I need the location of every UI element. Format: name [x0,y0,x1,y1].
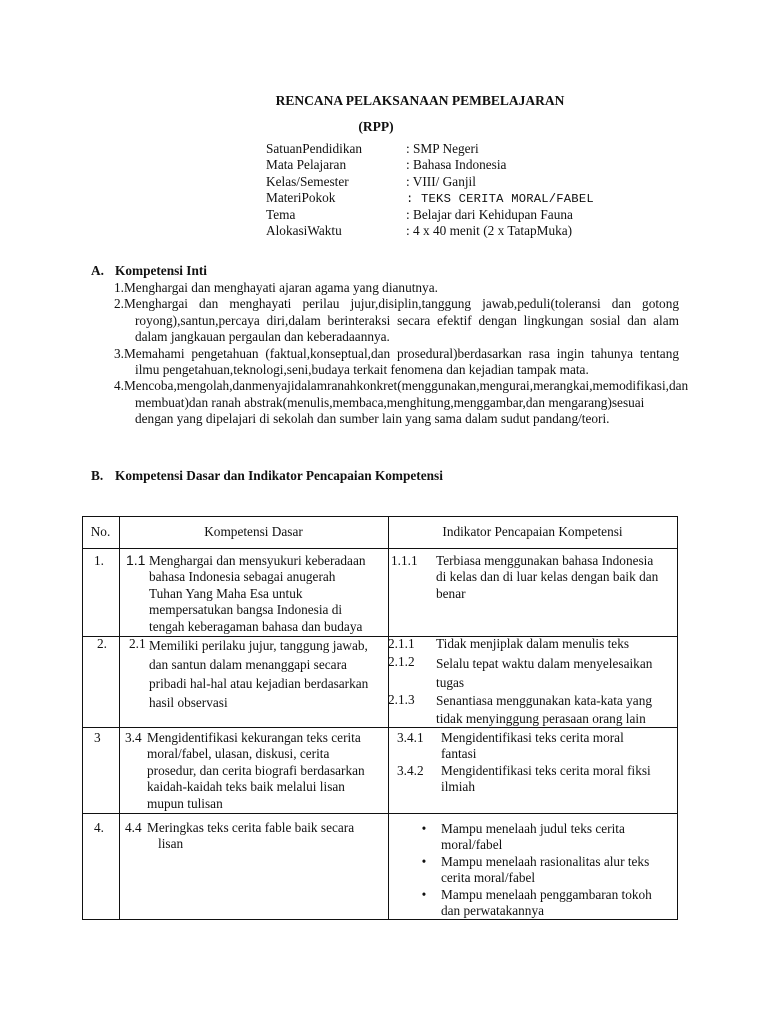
kd-number: 3.4 [125,730,142,745]
meta-label: MateriPokok [266,190,336,206]
kd-line: hasil observasi [149,695,228,710]
header-ipk: Indikator Pencapaian Kompetensi [442,524,623,539]
bullet-icon: • [421,821,427,836]
ki-item: 3.Memahami pengetahuan (faktual,konseptual,dan prosedural)berdasarkan rasa ingin tahunya tentang ilmu pengetahuan,teknologi,seni,budaya terkait fenomena dan kejadian tampak mata. [114,345,679,378]
section-a-heading [91,263,207,279]
indicator-line: tugas [436,675,465,690]
meta-value: : VIII/ Ganjil [406,173,476,189]
indicator-line: dan perwatakannya [441,903,544,919]
table-border [677,516,678,920]
kd-line: bahasa Indonesia sebagai anugerah [149,569,336,585]
row-number: 1. [94,553,104,568]
indicator-text [441,854,649,887]
indicator-line: cerita moral/fabel [441,870,536,886]
table-border [119,516,120,920]
indicator-line: Mampu menelaah rasionalitas alur teks [441,854,650,869]
kd-text [149,636,387,712]
identity-block [266,141,594,239]
ki-item: 1.Menghargai dan menghayati ajaran agama yang dianutnya. [114,280,438,295]
kd-line: kaidah-kaidah teks baik melalui lisan [147,779,345,795]
kd-line: lisan [158,836,184,852]
header-no: No. [90,524,111,539]
indicator-text [436,692,652,728]
kd-line: Menghargai dan mensyukuri keberadaan [149,553,366,568]
indicator-text [441,887,652,920]
indicator-line: Mengidentifikasi teks cerita moral fiksi [441,763,651,778]
indicator-line: di kelas dan di luar kelas dengan baik dan [436,569,659,585]
kd-line: prosedur, dan cerita biografi berdasarkan [147,762,365,778]
indicator-number: 2.1.3 [388,692,415,707]
kd-line: mupun tulisan [147,795,223,811]
indicator-line: ilmiah [441,779,475,795]
indicator-line: Selalu tepat waktu dalam menyelesaikan [436,656,653,671]
kd-number: 4.4 [125,820,142,835]
meta-label: AlokasiWaktu [266,222,342,238]
indicator-line: Mampu menelaah penggambaran tokoh [441,887,652,902]
kd-line: Mengidentifikasi kekurangan teks cerita [147,730,361,745]
indicator-line: tidak menyinggung perasaan orang lain [436,711,646,726]
kd-line: moral/fabel, ulasan, diskusi, cerita [147,746,330,762]
indicator-number: 1.1.1 [391,553,418,568]
indicator-line: Mengidentifikasi teks cerita moral [441,730,624,745]
meta-row-alokasi [266,223,594,239]
ki-item: 4.Mencoba,mengolah,danmenyajidalamranahkonkret(menggunakan,mengurai,merangkai,memodifikasi,dan membuat)dan ranah abstrak(menulis,membaca,menghitung,menggambar,dan mengarang)sesuai dengan yang dipelajari di sekolah dan sumber lain yang sama dalam sudut pandang/teori. [114,378,689,427]
kd-line: dan santun dalam menanggapi secara [149,657,347,672]
indicator-line: Mampu menelaah judul teks cerita [441,821,625,836]
meta-label: Tema [266,206,296,222]
kd-number: 1.1 [126,552,146,568]
kd-text [149,553,387,635]
section-title: Kompetensi Dasar dan Indikator Pencapaian Kompetensi [115,468,443,483]
indicator-text [441,763,651,796]
indicator-text [436,654,652,692]
bullet-icon: • [421,854,427,869]
meta-label: SatuanPendidikan [266,141,363,156]
meta-value: : Belajar dari Kehidupan Fauna [406,206,573,222]
kd-line: tengah keberagaman bahasa dan budaya [149,618,363,634]
kd-line: Memiliki perilaku jujur, tanggung jawab, [149,638,368,653]
indicator-number: 2.1.2 [388,654,415,669]
section-letter: A. [91,263,104,278]
meta-row-materi [266,190,594,206]
meta-label: Mata Pelajaran [266,157,347,173]
bullet-icon: • [421,887,427,902]
row-number: 3 [94,730,101,745]
table-border [82,548,678,549]
indicator-line: Tidak menjiplak dalam menulis teks [436,636,630,651]
ki-item: 2.Menghargai dan menghayati perilau jujur,disiplin,tanggung jawab,peduli(toleransi dan gotong royong),santun,percaya diri,dalam berinteraksi secara efektif dengan lingkungan sosial dan alam dalam jangkauan pergaulan dan keberadaannya. [114,296,679,345]
table-border [82,516,678,517]
kd-text [147,730,387,812]
meta-row-tema [266,207,594,223]
table-border [82,813,678,814]
kompetensi-inti-list [114,280,689,428]
competency-table [82,516,678,920]
indicator-line: Senantiasa menggunakan kata-kata yang [436,693,652,708]
row-number: 4. [94,820,104,835]
indicator-line: Terbiasa menggunakan bahasa Indonesia [436,553,654,568]
table-border [82,516,83,920]
row-number: 2. [97,636,107,651]
meta-label: Kelas/Semester [266,173,349,189]
section-b-heading [91,468,443,484]
header-kd: Kompetensi Dasar [204,524,303,539]
indicator-text [441,821,625,854]
indicator-text [436,553,676,602]
section-letter: B. [91,468,104,483]
kd-line: pribadi hal-hal atau kejadian berdasarkan [149,676,369,691]
indicator-number: 3.4.2 [397,763,424,778]
meta-value: : TEKS CERITA MORAL/FABEL [406,192,594,207]
indicator-number: 3.4.1 [397,730,424,745]
meta-value: : Bahasa Indonesia [406,157,507,173]
indicator-text [441,730,624,763]
meta-row-satuan [266,141,594,157]
section-title: Kompetensi Inti [115,263,207,278]
indicator-line: benar [436,585,466,601]
kd-line: Tuhan Yang Maha Esa untuk [149,585,303,601]
indicator-line: moral/fabel [441,837,503,853]
indicator-line: fantasi [441,746,477,762]
meta-row-mapel [266,157,594,173]
meta-value: : 4 x 40 menit (2 x TatapMuka) [406,222,573,238]
document-subtitle: (RPP) [358,119,394,134]
meta-row-kelas [266,174,594,190]
meta-value: : SMP Negeri [406,141,479,156]
kd-number: 2.1 [129,636,146,651]
table-border [388,516,389,920]
indicator-number: 2.1.1 [388,636,415,651]
kd-line: Meringkas teks cerita fable baik secara [147,820,355,835]
document-title: RENCANA PELAKSANAAN PEMBELAJARAN [275,93,565,108]
kd-text [147,820,387,853]
kd-line: mempersatukan bangsa Indonesia di [149,602,343,618]
